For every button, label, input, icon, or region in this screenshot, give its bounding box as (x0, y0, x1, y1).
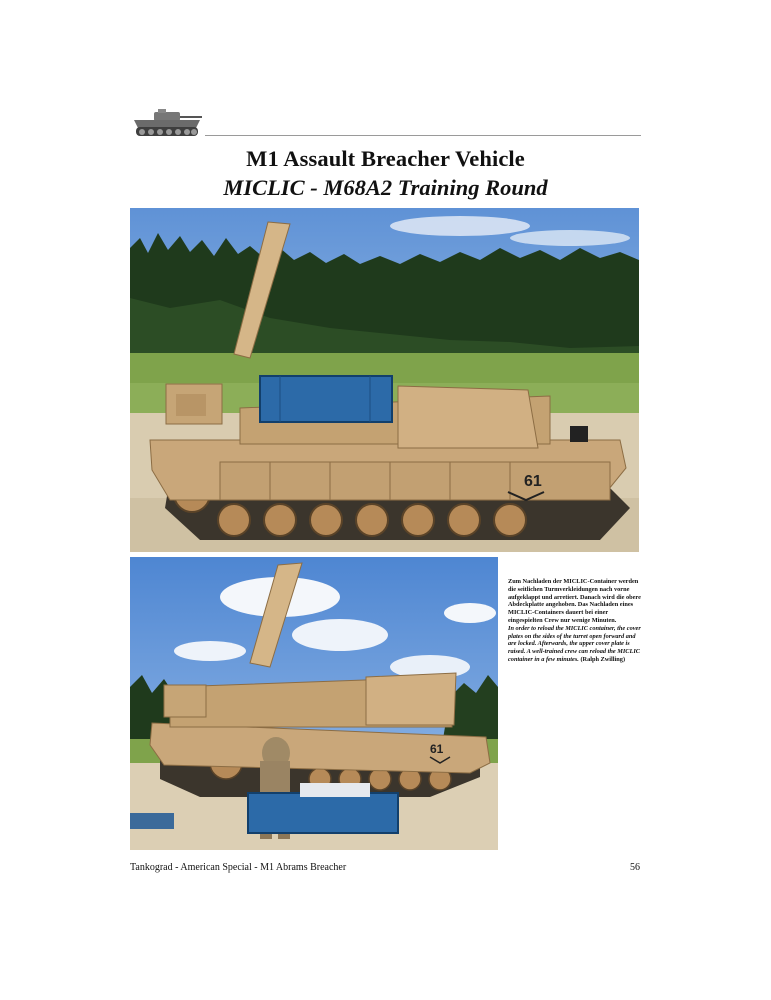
vehicle-number-bottom: 61 (430, 742, 444, 756)
header-rule (205, 135, 641, 136)
footer-book-title: Tankograd - American Special - M1 Abrams Breacher (130, 862, 347, 873)
caption-german: Zum Nachladen der MICLIC-Container werden die seitlichen Turmverkleidungen nach vorne aufgeklappt und arretiert. Danach wird die obere Abdeckplatte angehoben. Das Nachladen eines MICLIC-Containers dauert bei einer eingespielten Crew nur wenige Minuten. (508, 578, 641, 624)
page-title: M1 Assault Breacher Vehicle (246, 146, 525, 171)
footer-page-number: 56 (630, 862, 640, 873)
caption-english-text: In order to reload the MICLIC container, the cover plates on the sides of the turret open forward and are locked. Afterwards, the upper cover plate is raised. A well-trained crew can reload the MICLIC container in a few minutes. (508, 624, 641, 663)
photo-bottom-reloading (130, 557, 498, 850)
caption-credit: (Ralph Zwilling) (580, 655, 626, 663)
tank-silhouette-icon (130, 108, 204, 140)
vehicle-number-top: 61 (524, 473, 542, 490)
photo-caption (508, 578, 642, 664)
caption-english (508, 625, 642, 664)
page-subtitle: MICLIC - M68A2 Training Round (223, 175, 548, 200)
photo-top-breacher-vehicle (130, 208, 639, 552)
